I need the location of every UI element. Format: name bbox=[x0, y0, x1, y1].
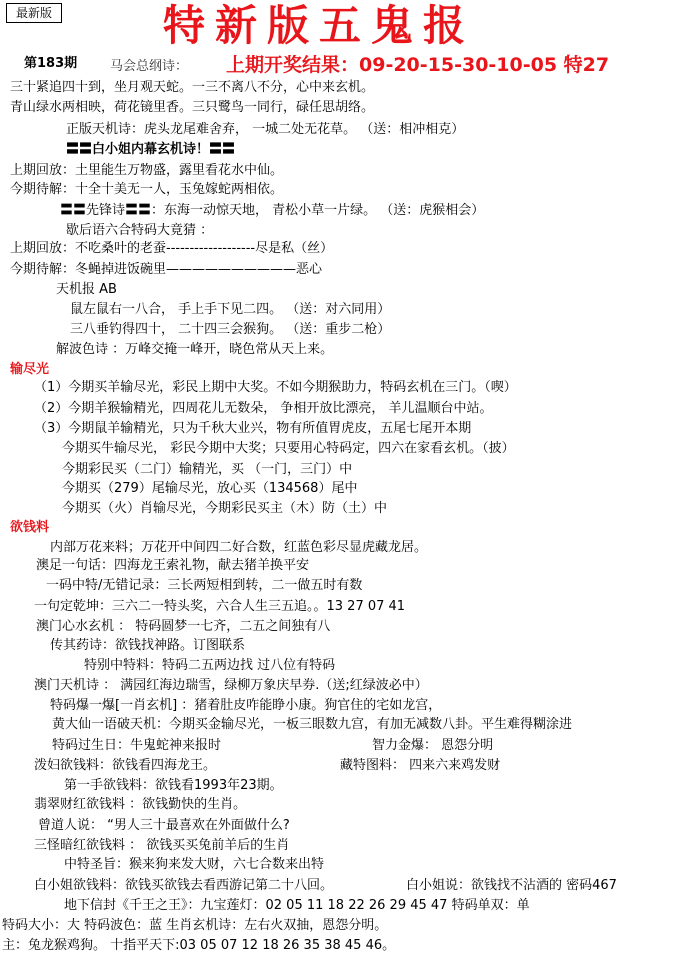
win-line: 黄大仙一语破天机：今期买金输尽光，一板三眼数九宫，有加无减数八卦。平生难得糊涂进 bbox=[52, 717, 573, 732]
text-line: 〓〓白小姐内幕玄机诗！〓〓 bbox=[66, 142, 236, 157]
page-title: 特新版五鬼报 bbox=[163, 1, 476, 50]
text-line: 正版天机诗：虎头龙尾难舍弃， 一城二处无花草。 （送：相冲相克） bbox=[66, 122, 465, 137]
lose-line: 今期彩民买（二门）输精光，买 （一门，三门）中 bbox=[62, 462, 353, 477]
issue-number: 第183期 bbox=[24, 56, 78, 71]
win-line: 中特圣旨：猴来狗来发大财，六七合数来出特 bbox=[64, 857, 325, 872]
lose-line: 今期买（火）肖输尽光，今期彩民买主（木）防（土）中 bbox=[62, 501, 388, 516]
poem-line: 三十紧追四十到，坐月观天蛇。一三不离八不分，心中来玄机。 bbox=[10, 80, 375, 95]
last-draw-result: 上期开奖结果：09-20-15-30-10-05 特27 bbox=[226, 54, 610, 76]
win-line: 白小姐欲钱料：欲钱买欲钱去看西游记第二十八回。 bbox=[34, 878, 334, 893]
lose-line: （2）今期羊猴输精光，四周花儿无数朵， 争相开放比漂亮， 羊儿温顺台中站。 bbox=[34, 401, 493, 416]
win-line: 传其药诗：欲钱找神路。订图联系 bbox=[50, 638, 246, 653]
win-line: 主：兔龙猴鸡狗。 十指平天下:03 05 07 12 18 26 35 38 45 46。 bbox=[2, 938, 396, 953]
win-line: 一句定乾坤：三六二一特头奖，六合人生三五追。。13 27 07 41 bbox=[34, 599, 406, 614]
win-line: 澳门心水玄机 ： 特码圆梦一七齐，二五之间独有八 bbox=[36, 619, 331, 634]
subtitle: 马会总纲诗： bbox=[110, 59, 189, 74]
text-line: 今期待解：十全十美无一人，玉兔嫁蛇两相依。 bbox=[10, 182, 284, 197]
lose-line: （3）今期鼠羊输精光，只为千秋大业兴，物有所值胃虎皮，五尾七尾开本期 bbox=[34, 421, 472, 436]
text-line: 鼠左鼠右一八合， 手上手下见二四。 （送：对六同用） bbox=[70, 302, 391, 317]
win-line: 一码中特/无错记录：三长两短相到转，二一做五时有数 bbox=[46, 578, 363, 593]
win-line: 特码爆一爆[一肖玄机] ：猪着肚皮咋能睁小康。狗官住的宅如龙宫， bbox=[50, 698, 442, 713]
lose-line: （1）今期买羊输尽光，彩民上期中大奖。不如今期猴助力，特码玄机在三门。（喫） bbox=[34, 380, 517, 395]
text-line: 今期待解：冬蝇掉进饭碗里——————————恶心 bbox=[10, 262, 323, 277]
win-line: 内部万花来料；万花开中间四二好合数，红蓝色彩尽显虎藏龙居。 bbox=[50, 540, 428, 555]
section-heading-win: 欲钱料 bbox=[10, 520, 50, 535]
poem-line: 青山绿水两相映，荷花镜里香。三只鹭鸟一同行，碌任思胡络。 bbox=[10, 100, 375, 115]
win-line: 曾道人说： “男人三十最喜欢在外面做什么? bbox=[38, 818, 290, 833]
text-line: 〓〓先锋诗〓〓：东海一动惊天地， 青松小草一片绿。 （送：虎猴相会） bbox=[60, 203, 485, 218]
lose-line: 今期买牛输尽光， 彩民今期中大奖；只要用心特码定，四六在家看玄机。（披） bbox=[62, 441, 515, 456]
edition-badge: 最新版 bbox=[6, 3, 62, 23]
text-line: 天机报 AB bbox=[56, 282, 117, 297]
win-line: 三怪暗红欲钱料 ： 欲钱买买兔前羊后的生肖 bbox=[34, 838, 290, 853]
win-line: 第一手欲钱料：欲钱看1993年23期。 bbox=[64, 778, 283, 793]
win-line: 地下信封《千王之王》：九宝莲灯：02 05 11 18 22 26 29 45 47 特码单双：单 bbox=[64, 898, 530, 913]
win-line: 特码过生日：牛鬼蛇神来报时 bbox=[52, 738, 222, 753]
win-line: 澳门天机诗 ： 满园红海边瑞雪，绿柳万象庆早券.（送;红绿波必中） bbox=[34, 678, 428, 693]
win-line: 智力金爆： 恩怨分明 bbox=[372, 738, 494, 753]
win-line: 白小姐说：欲钱找不沾酒的 密码467 bbox=[406, 878, 617, 893]
section-heading-lose: 输尽光 bbox=[10, 362, 50, 377]
text-line: 三八垂钓得四十， 二十四三会猴狗。 （送：重步二枪） bbox=[70, 322, 391, 337]
win-line: 泼妇欲钱料：欲钱看四海龙王。 bbox=[34, 758, 217, 773]
win-line: 翡翠财红欲钱料 ：欲钱勤快的生肖。 bbox=[34, 797, 247, 812]
text-line: 歇后语六合特码大竟猜 ： bbox=[66, 223, 214, 238]
text-line: 上期回放：不吃桑叶的老蚕-------------------尽是私（丝） bbox=[10, 241, 334, 256]
win-line: 特别中特料：特码二五两边找 过八位有特码 bbox=[84, 658, 336, 673]
win-line: 藏特图料： 四来六来鸡发财 bbox=[340, 758, 501, 773]
win-line: 澳足一句话：四海龙王索礼物，献去猪羊换平安 bbox=[36, 558, 310, 573]
win-line: 特码大小：大 特码波色：蓝 生肖玄机诗：左右火双抽，恩怨分明。 bbox=[2, 918, 388, 933]
text-line: 上期回放：土里能生万物盛，露里看花水中仙。 bbox=[10, 163, 284, 178]
lose-line: 今期买（279）尾输尽光，放心买（134568）尾中 bbox=[62, 481, 358, 496]
text-line: 解波色诗 ：万峰交掩一峰开，晓色常从天上来。 bbox=[56, 342, 334, 357]
